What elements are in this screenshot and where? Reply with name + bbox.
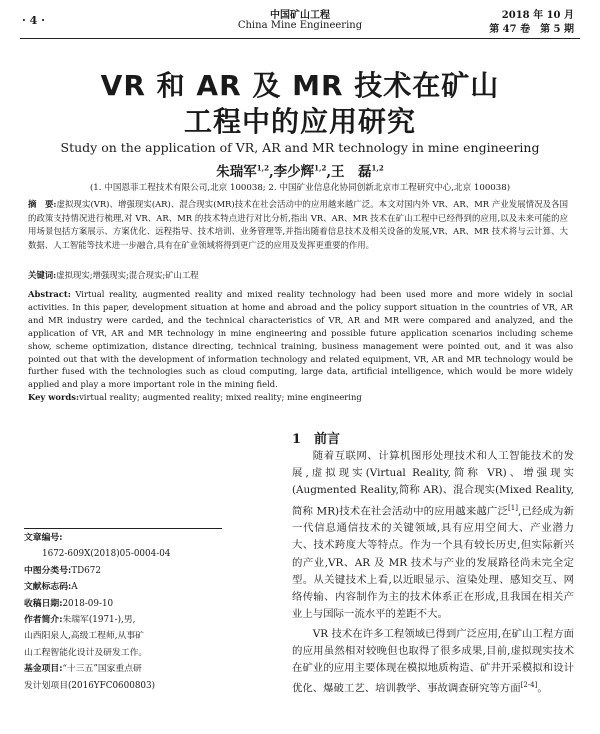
paper-title-line2: 工程中的应用研究	[183, 105, 416, 138]
paragraph-text: VR 技术在许多工程领域已得到广泛应用,在矿山工程方面的应用虽然相对较晚但也取得了很多成果,目前,虚拟现实技术在矿业的应用主要体现在模拟地质构造、矿井开采模拟和设计优化、爆破工艺、培训教学、事故调查研究等方面	[292, 627, 574, 695]
journal-title-en: China Mine Engineering	[237, 20, 363, 31]
author-list: 朱瑞军$^{1,2}$,李少辉$^{1,2}$,王 磊$^{1,2}$	[216, 163, 384, 180]
info-article-number-label: 文章编号:	[24, 533, 63, 543]
author-affil-mark: 1,2	[256, 163, 269, 173]
keywords-en	[28, 392, 573, 402]
info-fund: 基金项目:“十三五”国家重点研	[24, 664, 142, 675]
body-text	[292, 448, 574, 698]
article-info-box	[24, 528, 222, 694]
info-author-line: 山西阳泉人,高级工程师,从事矿	[24, 631, 144, 642]
author-name: 王 磊	[331, 164, 372, 180]
abstract-en-label: Abstract:	[28, 289, 71, 299]
issue-date: 2018 年 10 月	[501, 10, 574, 21]
info-doc-code: 文献标志码:A	[24, 582, 78, 593]
abstract-cn	[28, 198, 568, 252]
info-article-number: 1672-609X(2018)05-0004-04	[42, 549, 171, 560]
info-author: 作者简介:朱瑞军(1971-),男,	[24, 615, 136, 626]
body-paragraph	[292, 448, 574, 624]
info-fund-line: 发计划项目(2016YFC0600803)	[24, 680, 156, 691]
abstract-cn-label: 摘 要:	[28, 199, 57, 209]
keywords-cn	[28, 269, 568, 281]
paragraph-text: 。	[537, 682, 548, 695]
issue-volume: 第 47 卷 第 5 期	[489, 24, 574, 35]
paper-title-line1: VR 和 AR 及 MR 技术在矿山	[100, 69, 500, 102]
keywords-en-label: Key words:	[28, 392, 80, 402]
author-name: 李少辉	[273, 164, 315, 180]
citation: [2-4]	[520, 681, 538, 690]
author-affil-mark: 1,2	[314, 163, 327, 173]
keywords-cn-text: 虚拟现实;增强现实;混合现实;矿山工程	[56, 270, 199, 280]
paragraph-text: 随着互联网、计算机图形处理技术和人工智能技术的发展,虚拟现实(Virtual Reality,简称 VR)、增强现实(Augmented Reality,简称 AR)、混合现实(Mixed Reality,简称 MR)技术在社会活动中的应用越来越广泛	[292, 450, 574, 518]
section-heading: 1 前言	[292, 432, 341, 447]
info-author-line: 山工程智能化设计及研发工作。	[24, 647, 148, 658]
body-paragraph	[292, 626, 574, 698]
journal-title-cn: 中国矿山工程	[270, 10, 330, 21]
info-received: 收稿日期:2018-09-10	[24, 598, 114, 609]
keywords-cn-label: 关键词:	[28, 270, 57, 280]
affiliation: (1. 中国恩菲工程技术有限公司,北京 100038; 2. 中国矿业信息化协同创新北京市工程研究中心,北京 100038)	[89, 183, 511, 193]
abstract-en	[28, 288, 573, 391]
abstract-cn-text: 虚拟现实(VR)、增强现实(AR)、混合现实(MR)技术在社会活动中的应用越来越广泛。本文对国内外 VR、AR、MR 产业发展情况及各国的政策支持情况进行梳理,对 VR、AR、MR 的技术特点进行对比分析,指出 VR、AR、MR 技术在矿山工程中已经得到的应用,以及未来可能的应用场景包括方案展示、方案优化、远程指导、技术培训、业务管理等,并指出随着信息技术及相关设备的发展,VR、AR、MR 技术将与云计算、大数据、人工智能等技术进一步融合,具有在矿业领域将得到更广泛的应用及发挥更重要的作用。	[28, 199, 568, 250]
info-clc: 中图分类号:TD672	[24, 565, 101, 576]
author-affil-mark: 1,2	[371, 163, 384, 173]
citation: [1]	[508, 503, 518, 512]
author-name: 朱瑞军	[216, 164, 257, 180]
header-rule	[20, 38, 580, 39]
abstract-en-text: Virtual reality, augmented reality and mixed reality technology had been used more and more widely in social activities. In this paper, development situation at home and abroad and the policy support situation in the countries of VR, AR and MR industry were carded, and the technical characteristics of VR, AR and MR were compared and analyzed, and the application of VR, AR and MR technology in mine engineering and possible future application scenarios including scheme show, scheme optimization, distance directing, technical training, business management were pointed out, and it was also pointed out that with the development of information technology and related equipment, VR, AR and MR technology would be further fused with the technologies such as cloud computing, large data, artificial intelligence, which would be more widely applied and play a more important role in the mining field.	[28, 289, 573, 390]
paragraph-text: ,已经成为新一代信息通信技术的关键领域,具有应用空间大、产业潜力大、技术跨度大等特点。作为一个具有较长历史,但实际新兴的产业,VR、AR 及 MR 技术与产业的发展路径尚未完全定型。从关键技术上看,以近眼显示、渲染处理、感知交互、网络传输、内容制作为主的技术体系正在形成,且我国在相关产业上与国际一流水平的差距不大。	[292, 505, 574, 621]
paper-title-en: Study on the application of VR, AR and MR technology in mine engineering	[60, 140, 540, 155]
page-number: · 4 ·	[22, 14, 45, 27]
keywords-en-text: virtual reality; augmented reality; mixed reality; mine engineering	[79, 392, 362, 402]
